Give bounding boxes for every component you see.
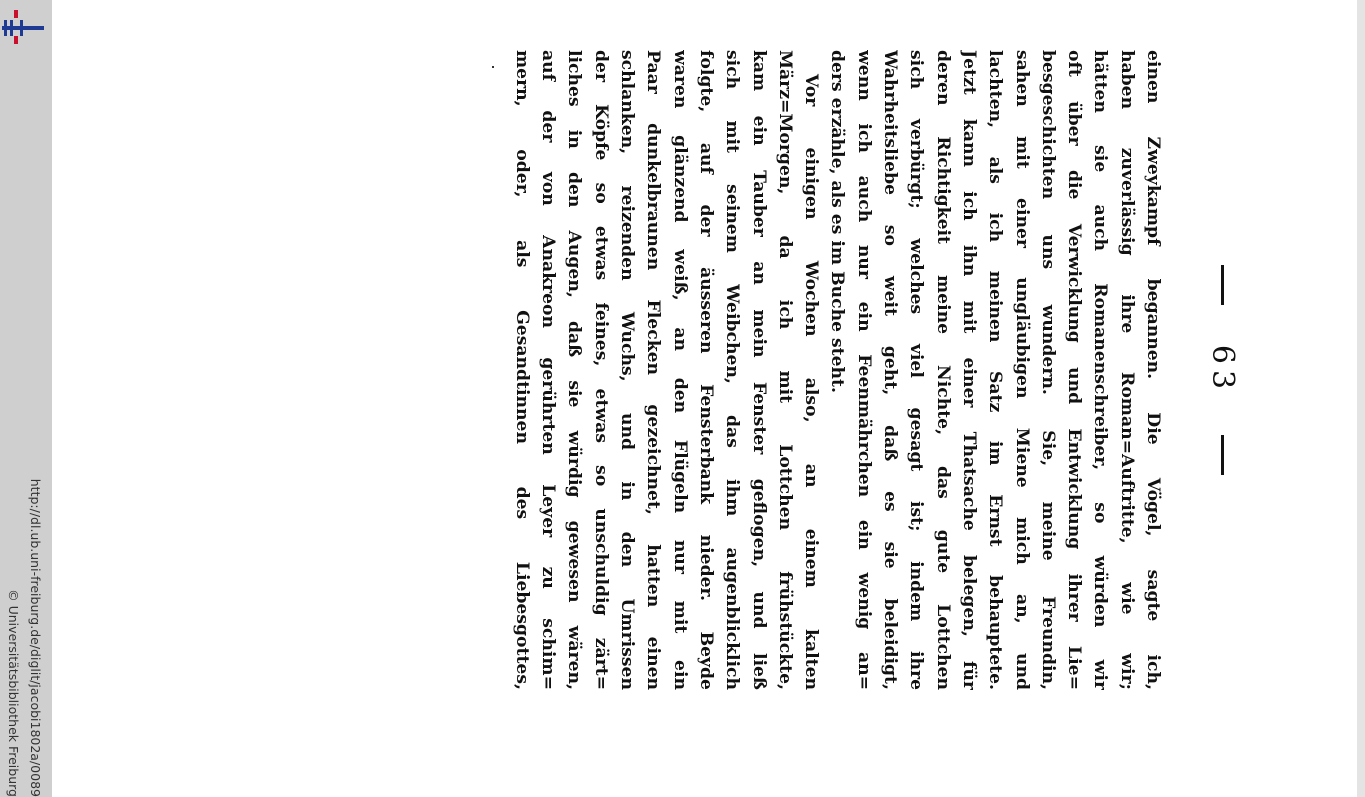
rotated-page-content (234, 50, 1244, 690)
page-body-text (509, 50, 1166, 690)
viewer-sidebar (0, 0, 52, 797)
text-line: sahen mit einer ungläubigen Miene mich an, und (1011, 50, 1032, 690)
text-line: kam ein Tauber an mein Fenster geflogen, und ließ (748, 50, 769, 690)
document-url[interactable]: http://dl.ub.uni-freiburg.de/diglit/jacobi1802a/0089 (28, 478, 43, 797)
page-edge (1357, 0, 1365, 797)
text-line: März=Morgen, da ich mit Lottchen frühstückte, (774, 50, 795, 690)
copyright-notice: © Universitätsbibliothek Freiburg (6, 589, 21, 797)
text-line: schlanken, reizenden Wuchs, und in den Umrissen (617, 50, 638, 690)
text-line: ders erzähle, als es im Buche steht. (827, 50, 848, 393)
header-dash-right (1221, 435, 1224, 475)
text-line: Vor einigen Wochen also, an einem kalten (801, 74, 822, 690)
text-line: lachten, als ich meinen Satz im Ernst behauptete. (985, 50, 1006, 690)
text-line: auf der von Anakreon gerührten Leyer zu schim= (538, 50, 559, 690)
text-line: der Köpfe so etwas feines, etwas so unschuldig zärt= (590, 50, 611, 690)
text-line: deren Richtigkeit meine Nichte, das gute Lottchen (932, 50, 953, 690)
text-line: waren glänzend weiß, an den Flügeln nur mit ein (669, 50, 690, 690)
text-line: folgte, auf der äusseren Fensterbank nieder. Beyde (695, 50, 716, 690)
page-header (1194, 50, 1244, 690)
text-line: einen Zweykampf begannen. Die Vögel, sagte ich, (1143, 50, 1163, 690)
text-line: Jetzt kann ich ihn mit einer Thatsache belegen, für (958, 50, 979, 690)
text-line: sich mit seinem Weibchen, das ihm augenblicklich (722, 50, 743, 690)
text-line: oft über die Verwicklung und Entwicklung ihrer Lie= (1064, 50, 1085, 690)
text-line: sich verbürgt; welches viel gesagt ist; indem ihre (906, 50, 927, 690)
text-line: wenn ich auch nur ein Feenmährchen ein wenig an= (853, 50, 874, 690)
text-line: liches in den Augen, daß sie würdig gewesen wären, (564, 50, 585, 690)
text-line: haben zuverlässig ihre Roman=Auftritte, wie wir; (1116, 50, 1137, 690)
text-line: hätten sie auch Romanenschreiber, so würden wir (1090, 50, 1111, 690)
text-line: besgeschichten uns wundern. Sie, meine Freundin, (1037, 50, 1058, 690)
text-line: mern, oder, als Gesandtinnen des Liebesgottes, (511, 50, 532, 690)
text-line: Wahrheitsliebe so weit geht, daß es sie beleidigt, (880, 50, 901, 690)
text-line: Paar dunkelbraunen Flecken gezeichnet, hatten einen (643, 50, 664, 690)
scanned-page-view[interactable] (52, 0, 1365, 797)
page-number: 63 (1205, 344, 1240, 396)
